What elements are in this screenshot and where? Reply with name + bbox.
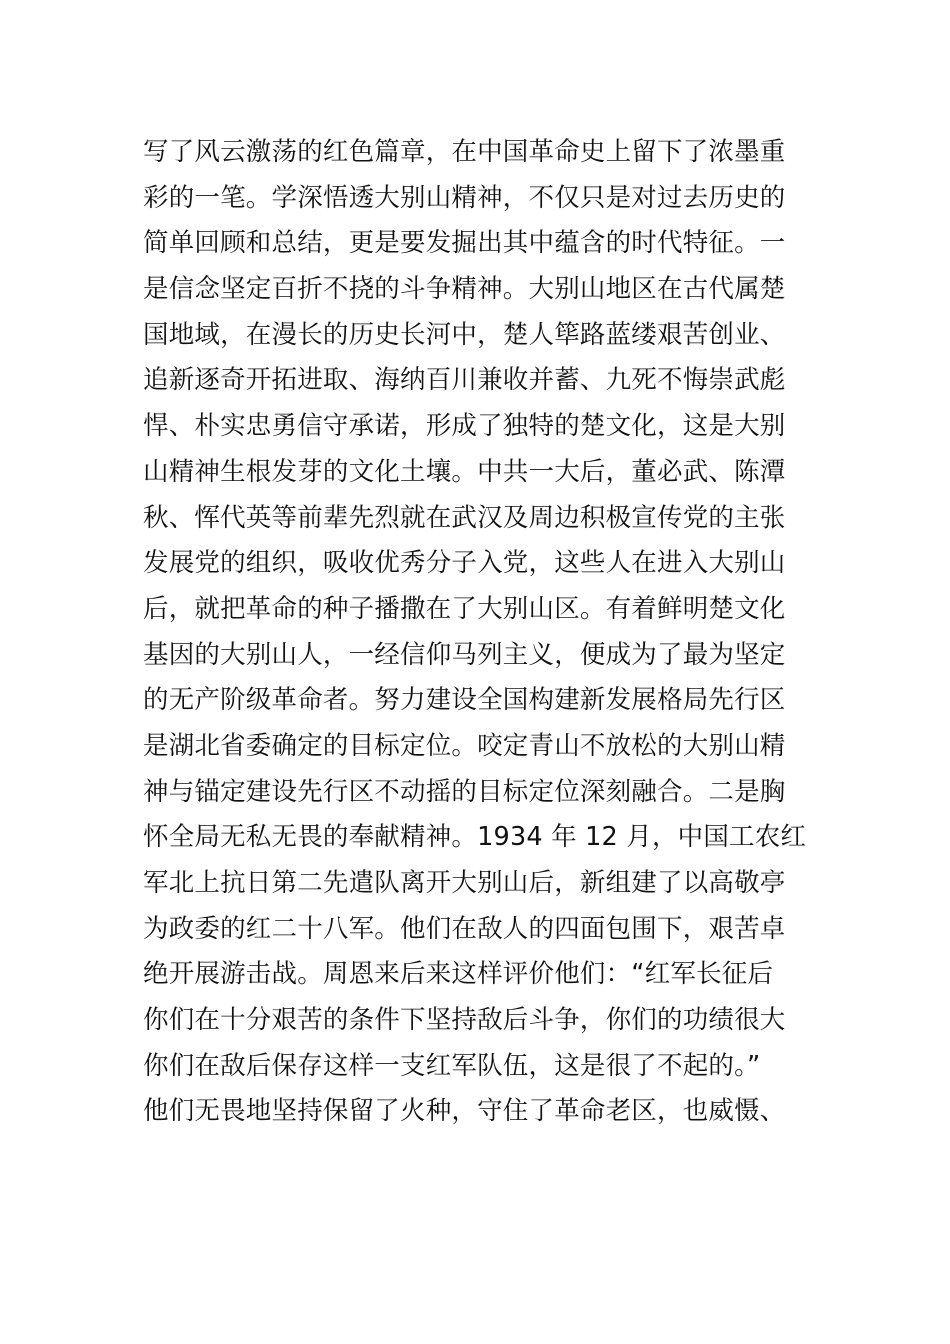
text-line: 军北上抗日第二先遣队离开大别山后，新组建了以高敬亭 <box>143 868 786 898</box>
text-line: 追新逐奇开拓进取、海纳百川兼收并蓄、九死不悔崇武彪 <box>143 365 786 396</box>
text-line: 神与锚定建设先行区不动摇的目标定位深刻融合。二是胸 <box>143 776 786 807</box>
text-line: 后，就把革命的种子播撒在了大别山区。有着鲜明楚文化 <box>143 593 786 624</box>
body-paragraph <box>143 130 823 1135</box>
text-line: 国地域，在漫长的历史长河中，楚人筚路蓝缕艰苦创业、 <box>143 319 786 350</box>
text-line: 基因的大别山人，一经信仰马列主义，便成为了最为坚定 <box>143 639 786 670</box>
text-line: 是湖北省委确定的目标定位。咬定青山不放松的大别山精 <box>143 730 786 761</box>
text-line: 为政委的红二十八军。他们在敌人的四面包围下，艰苦卓 <box>143 913 786 944</box>
text-line: 山精神生根发芽的文化土壤。中共一大后，董必武、陈潭 <box>143 456 786 487</box>
text-line: 的无产阶级革命者。努力建设全国构建新发展格局先行区 <box>143 685 786 716</box>
text-line: 绝开展游击战。周恩来后来这样评价他们：“红军长征后 <box>143 959 774 990</box>
text-line: 你们在敌后保存这样一支红军队伍，这是很了不起的。” <box>143 1050 761 1081</box>
text-line: 悍、朴实忠勇信守承诺，形成了独特的楚文化，这是大别 <box>143 411 786 442</box>
text-line: 发展党的组织，吸收优秀分子入党，这些人在进入大别山 <box>143 548 786 579</box>
text-line: 是信念坚定百折不挠的斗争精神。大别山地区在古代属楚 <box>143 274 786 305</box>
text-line: 写了风云激荡的红色篇章，在中国革命史上留下了浓墨重 <box>143 137 786 167</box>
text-line: 他们无畏地坚持保留了火种，守住了革命老区，也威慑、 <box>143 1096 786 1127</box>
text-line: 怀全局无私无畏的奉献精神。1934 年 12 月，中国工农红 <box>143 822 807 853</box>
text-line: 简单回顾和总结，更是要发掘出其中蕴含的时代特征。一 <box>143 228 786 259</box>
text-line: 你们在十分艰苦的条件下坚持敌后斗争，你们的功绩很大 <box>143 1005 786 1036</box>
text-line: 彩的一笔。学深悟透大别山精神，不仅只是对过去历史的 <box>143 182 786 213</box>
text-line: 秋、恽代英等前辈先烈就在武汉及周边积极宣传党的主张 <box>143 502 786 533</box>
